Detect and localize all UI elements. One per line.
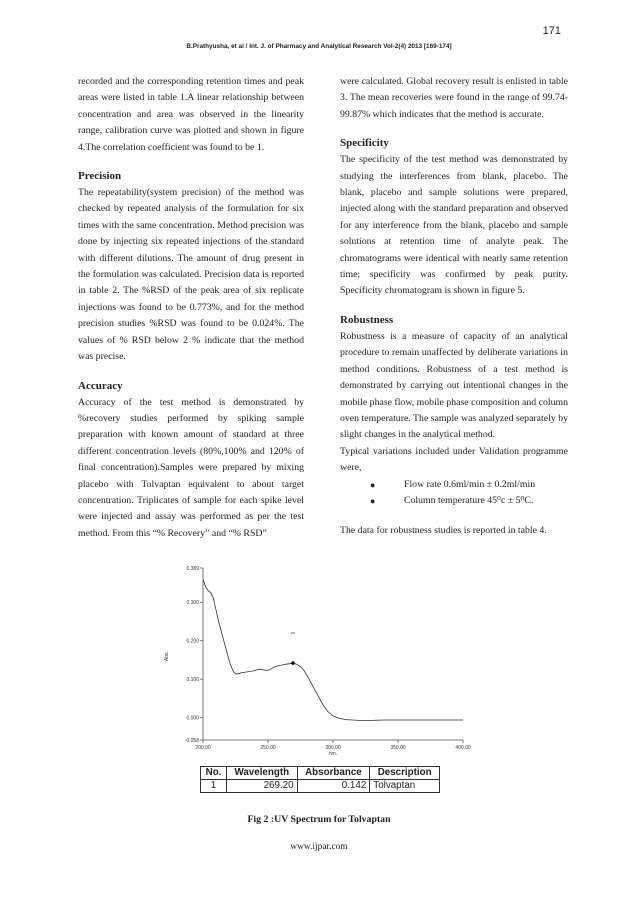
bullet-text: Flow rate 0.6ml/min ± 0.2ml/min [404,478,536,490]
precision-heading: Precision [78,170,122,183]
variations-paragraph: Typical variations included under Validation programme were, [340,445,568,474]
x-tick-label: 350.00 [390,745,406,751]
x-tick-label: 250.00 [260,745,276,751]
spectrum-line [203,579,463,720]
x-tick-label: 400.00 [455,745,471,751]
y-tick-label: 0.389 [186,566,199,572]
cell-wavelength: 269.20 [227,780,297,793]
y-tick-label: 0.000 [186,715,199,722]
x-tick-label: 300.00 [325,745,341,751]
table-row [201,780,440,793]
uv-spectrum-chart [150,560,475,760]
closing-paragraph: The data for robustness studies is reported in table 4. [340,525,547,537]
col-absorbance: Absorbance [297,767,370,780]
list-item [340,493,568,509]
spectrum-result-table [200,766,440,793]
page-number: 171 [542,25,561,37]
accuracy-heading: Accuracy [78,379,123,392]
col-wavelength: Wavelength [227,767,297,780]
robustness-paragraph: Robustness is a measure of capacity of an analytical procedure to remain unaffected by deliberate variations in method conditions. Robustness of a test method is demonstrated by carrying out intentional changes in the mobile phase flow, mobile phase composition and column oven temperature. The sample was analyzed separately by slight changes in the analytical method. [340,330,568,441]
running-header: B.Prathyusha, et al / Int. J. of Pharmacy and Analytical Research Vol-2(4) 2013 [169-174] [186,43,452,50]
right-intro-paragraph: were calculated. Global recovery result is enlisted in table 3. The mean recoveries were found in the range of 99.74-99.87% which indicates that the method is accurate. [340,76,568,120]
x-tick-label: 200.00 [195,745,211,751]
y-tick-label: 0.100 [186,677,199,684]
right-column [340,74,568,540]
bullet-icon: ● [370,495,376,506]
left-intro-paragraph: recorded and the corresponding retention times and peak areas were listed in table 1.A linear relationship between concentration and area was observed in the linearity range, calibration curve was plotted and shown in figure 4.The correlation coefficient was found to be 1. [78,76,304,153]
precision-paragraph: The repeatability(system precision) of the method was checked by repeated analysis of the formulation for six times with the same concentration. Method precision was done by injecting six repeated injections of the standard with different dilutions. The amount of drug present in the formulation was calculated. Precision data is reported in table 2. The %RSD of the peak area of six replicate injections was found to be 0.773%, and for the method precision studies %RSD was found to be 0.024%. The values of % RSD below 2 % indicate that the method was precise. [78,187,304,363]
col-description: Description [370,767,440,780]
cell-no: 1 [201,780,227,793]
footer-url: www.ijpar.com [290,842,348,852]
y-tick-label: 0.300 [186,600,199,607]
y-tick-label: -0.058 [184,738,199,744]
left-column [78,74,304,542]
bullet-icon: ● [370,479,376,490]
peak-marker [291,661,295,665]
cell-description: Tolvaptan [370,780,440,793]
bullet-text: Column temperature 45⁰c ± 5⁰C. [404,494,534,506]
x-axis-label: nm. [328,751,338,757]
list-item [340,477,568,493]
col-no: No. [201,767,227,780]
y-axis-label: Abs. [164,651,170,662]
table-header-row [201,767,440,780]
uv-spectrum-figure [150,560,475,796]
variations-list [340,477,568,510]
figure-caption: Fig 2 :UV Spectrum for Tolvaptan [247,814,391,825]
specificity-heading: Specificity [340,137,389,150]
accuracy-paragraph: Accuracy of the test method is demonstrated by %recovery studies performed by spiking sample preparation with known amount of standard at three different concentration levels (80%,100% and 120% of final concentration).Samples were prepared by mixing placebo with Tolvaptan equivalent to about target concentration. Triplicates of sample for each spike level were injected and assay was performed as per the test method. From this “% Recovery” and “% RSD” [78,396,304,539]
y-tick-label: 0.200 [186,638,199,645]
specificity-paragraph: The specificity of the test method was demonstrated by studying the interferences from blank, placebo. The blank, placebo and sample solutions were prepared, injected along with the standard preparation and observed for any interference from the blank, placebo and sample solutions at retention time of analyte peak. The chromatograms were identical with nearly same retention time; specificity was confirmed by peak purity. Specificity chromatogram is shown in figure 5. [340,154,568,297]
robustness-heading: Robustness [340,313,394,326]
cell-absorbance: 0.142 [297,780,370,793]
